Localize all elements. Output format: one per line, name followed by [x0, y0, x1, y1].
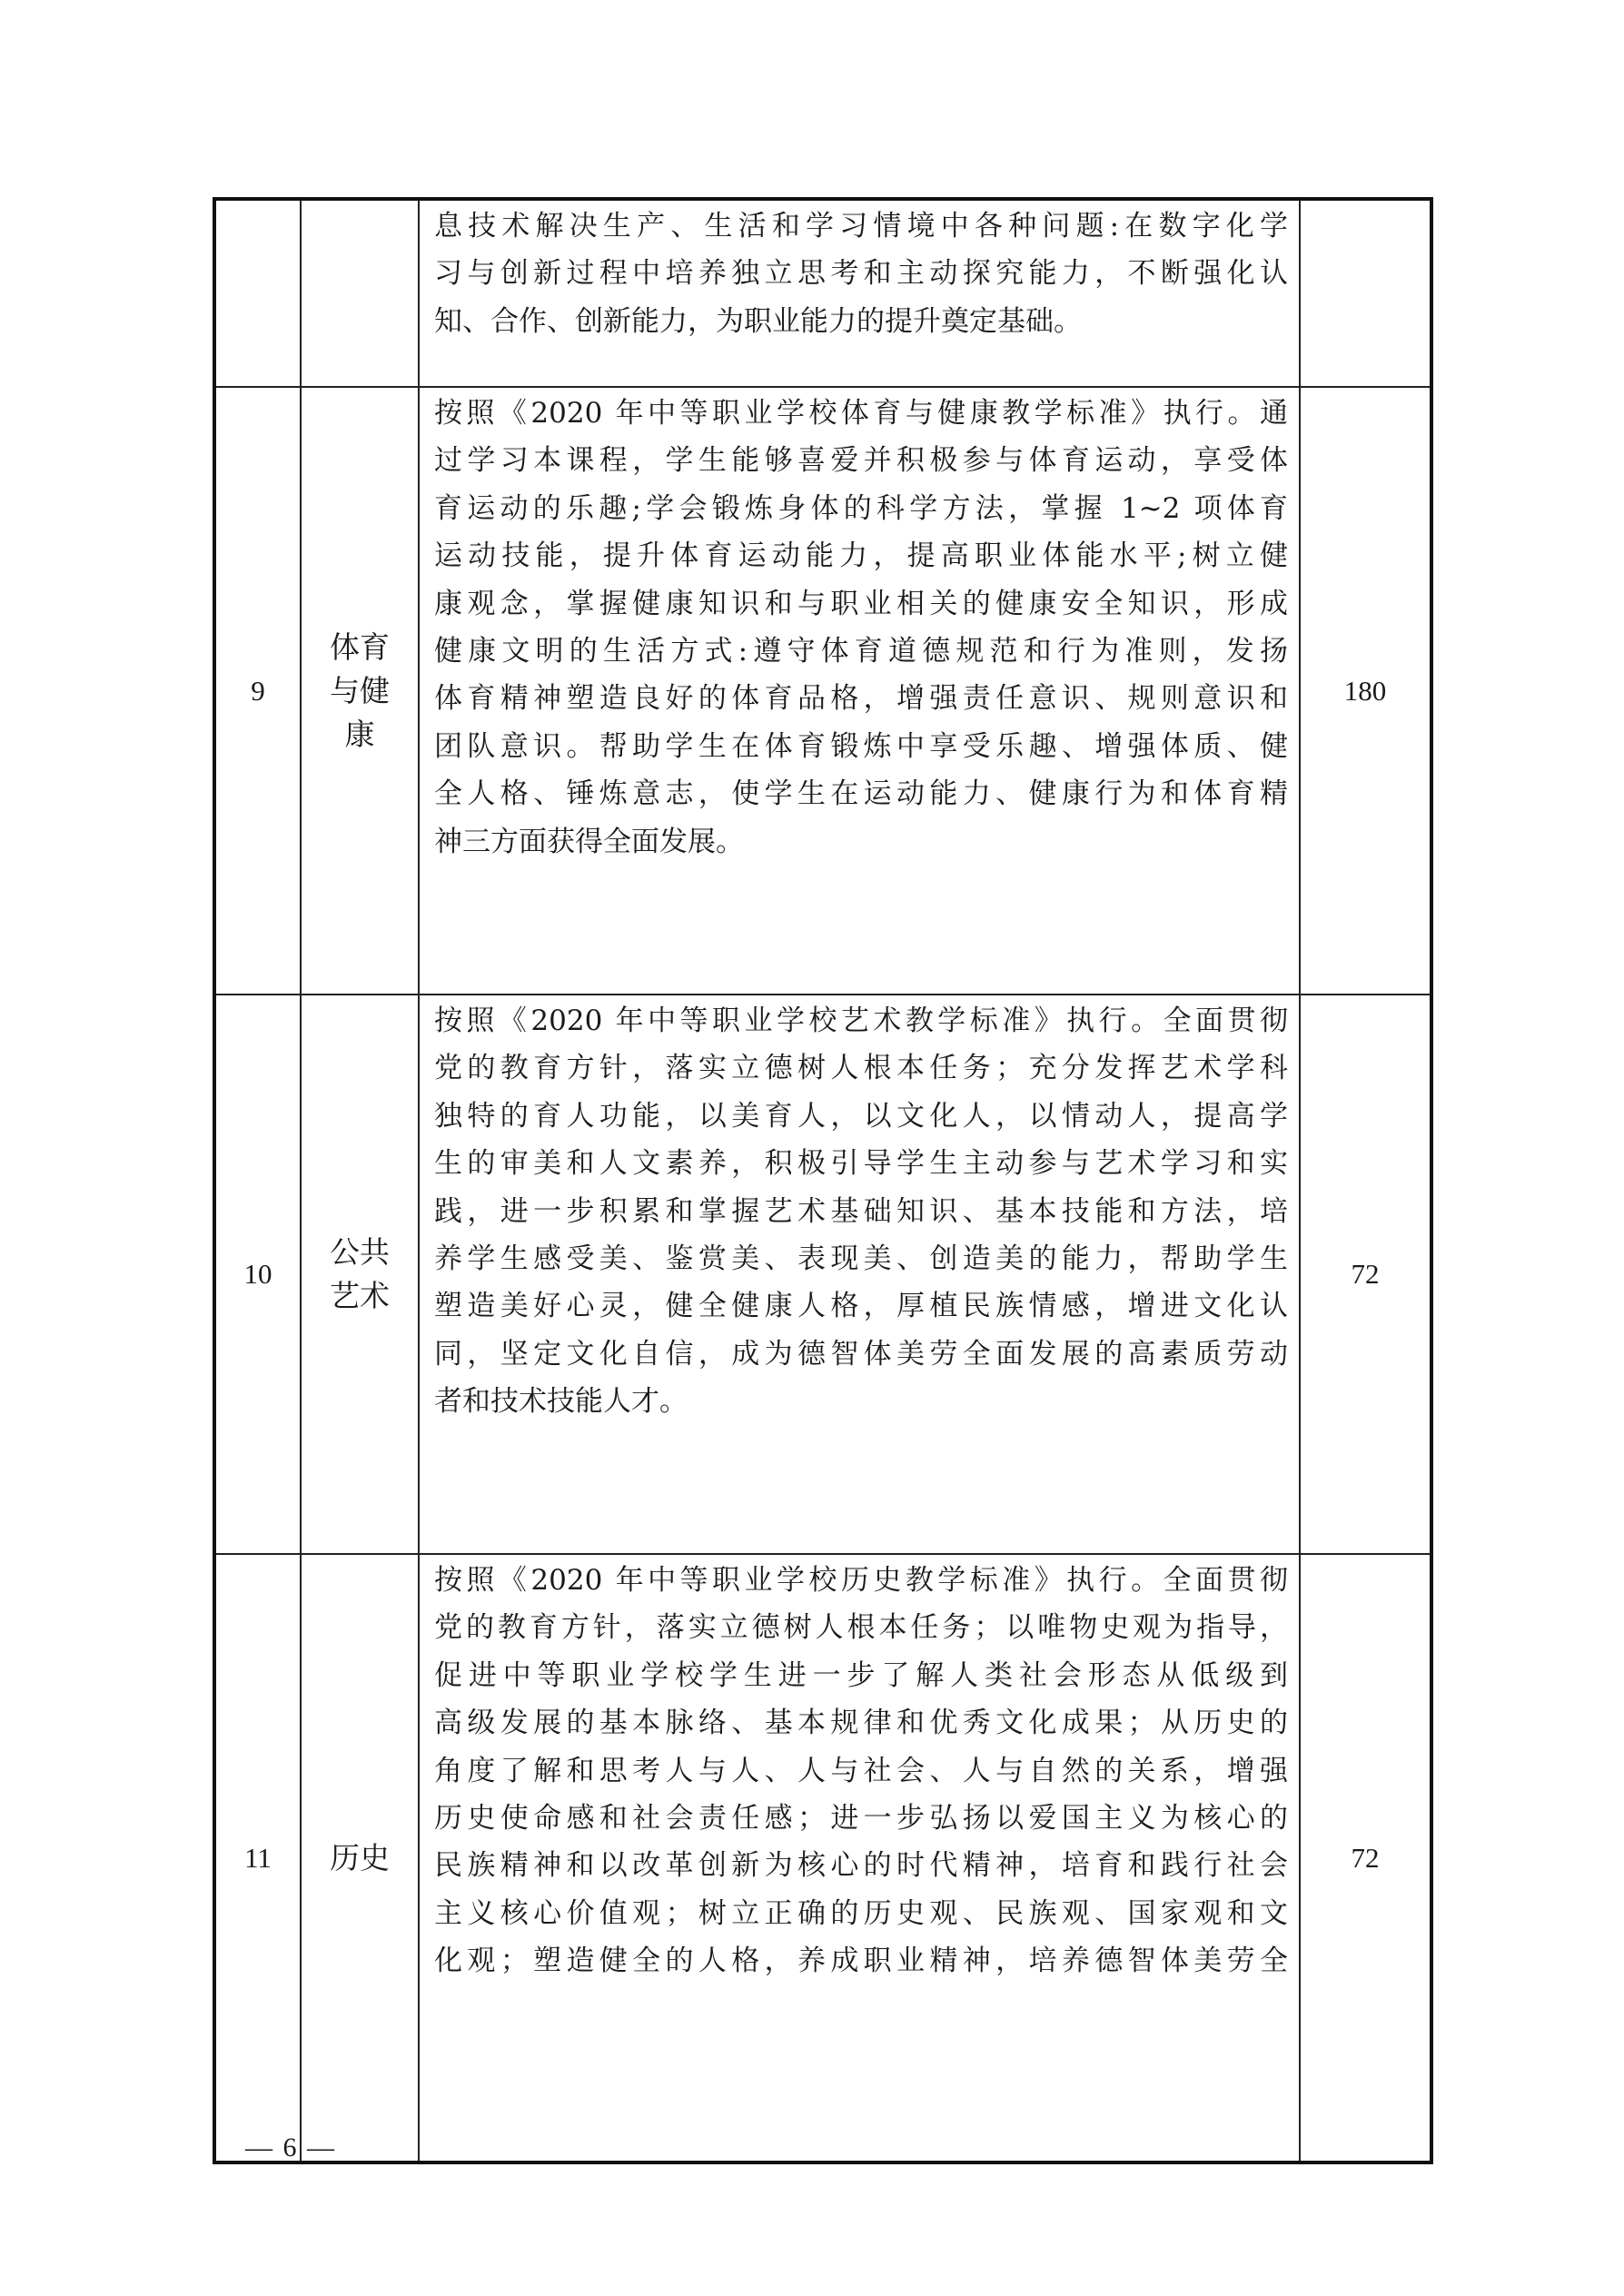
page-number: — 6 — — [245, 2133, 336, 2162]
course-name — [301, 387, 419, 995]
description-line: 党的教育方针，落实立德树人根本任务；充分发挥艺术学科 — [434, 1052, 1288, 1085]
description-line: 主义核心价值观；树立正确的历史观、民族观、国家观和文 — [434, 1896, 1288, 1930]
course-hours — [1300, 199, 1431, 387]
description-line: 党的教育方针，落实立德树人根本任务；以唯物史观为指导， — [434, 1611, 1288, 1645]
course-description — [419, 995, 1300, 1554]
description-line: 塑造美好心灵，健全健康人格，厚植民族情感，增进文化认 — [434, 1290, 1288, 1323]
description-line: 按照《2020 年中等职业学校历史教学标准》执行。全面贯彻 — [434, 1564, 1288, 1597]
course-name-line: 与健 — [330, 672, 390, 708]
course-name — [301, 199, 419, 387]
description-line: 康观念，掌握健康知识和与职业相关的健康安全知识，形成 — [434, 587, 1288, 620]
description-line: 民族精神和以改革创新为核心的时代精神，培育和践行社会 — [434, 1849, 1288, 1883]
course-number: 10 — [214, 995, 301, 1554]
table-row — [214, 995, 1431, 1554]
description-line: 习与创新过程中培养独立思考和主动探究能力，不断强化认 — [434, 257, 1288, 291]
description-line: 运动技能，提升体育运动能力，提高职业体能水平;树立健 — [434, 539, 1288, 573]
description-line: 团队意识。帮助学生在体育锻炼中享受乐趣、增强体质、健 — [434, 729, 1288, 763]
course-name-line: 历史 — [330, 1839, 390, 1875]
description-line: 者和技术技能人才。 — [434, 1385, 688, 1419]
description-line: 养学生感受美、鉴赏美、表现美、创造美的能力，帮助学生 — [434, 1242, 1288, 1275]
course-description — [419, 1554, 1300, 2162]
description-line: 体育精神塑造良好的体育品格，增强责任意识、规则意识和 — [434, 682, 1288, 716]
course-hours: 72 — [1300, 995, 1431, 1554]
course-number: 11 — [214, 1554, 301, 2162]
description-line: 生的审美和人文素养，积极引导学生主动参与艺术学习和实 — [434, 1147, 1288, 1181]
course-number: 9 — [214, 387, 301, 995]
description-line: 践，进一步积累和掌握艺术基础知识、基本技能和方法，培 — [434, 1194, 1288, 1228]
table-row — [214, 387, 1431, 995]
description-line: 按照《2020 年中等职业学校体育与健康教学标准》执行。通 — [434, 397, 1288, 430]
description-line: 按照《2020 年中等职业学校艺术教学标准》执行。全面贯彻 — [434, 1004, 1288, 1037]
table-row — [214, 199, 1431, 387]
description-line: 健康文明的生活方式:遵守体育道德规范和行为准则，发扬 — [434, 634, 1288, 668]
course-name-line: 艺术 — [330, 1278, 390, 1313]
course-name-line: 公共 — [330, 1234, 390, 1270]
course-description — [419, 387, 1300, 995]
description-line: 高级发展的基本脉络、基本规律和优秀文化成果；从历史的 — [434, 1707, 1288, 1740]
table-row — [214, 1554, 1431, 2162]
description-line: 历史使命感和社会责任感；进一步弘扬以爱国主义为核心的 — [434, 1801, 1288, 1835]
description-line: 全人格、锤炼意志，使学生在运动能力、健康行为和体育精 — [434, 777, 1288, 811]
description-line: 同，坚定文化自信，成为德智体美劳全面发展的高素质劳动 — [434, 1337, 1288, 1371]
description-line: 促进中等职业学校学生进一步了解人类社会形态从低级到 — [434, 1658, 1288, 1692]
description-line: 育运动的乐趣;学会锻炼身体的科学方法，掌握 1~2 项体育 — [434, 491, 1288, 525]
description-line: 独特的育人功能，以美育人，以文化人，以情动人，提高学 — [434, 1099, 1288, 1133]
course-description — [419, 199, 1300, 387]
course-number — [214, 199, 301, 387]
description-line: 知、合作、创新能力，为职业能力的提升奠定基础。 — [434, 304, 1082, 338]
course-name-line: 体育 — [330, 628, 390, 665]
description-line: 化观；塑造健全的人格，养成职业精神，培养德智体美劳全 — [434, 1945, 1288, 1978]
course-name — [301, 995, 419, 1554]
course-hours: 180 — [1300, 387, 1431, 995]
course-hours: 72 — [1300, 1554, 1431, 2162]
description-line: 过学习本课程，学生能够喜爱并积极参与体育运动，享受体 — [434, 444, 1288, 478]
description-line: 角度了解和思考人与人、人与社会、人与自然的关系，增强 — [434, 1754, 1288, 1787]
description-line: 息技术解决生产、生活和学习情境中各种问题:在数字化学 — [434, 210, 1288, 242]
description-line: 神三方面获得全面发展。 — [434, 825, 744, 858]
course-name-line: 康 — [344, 716, 375, 752]
course-table — [213, 197, 1433, 2164]
course-name — [301, 1554, 419, 2162]
